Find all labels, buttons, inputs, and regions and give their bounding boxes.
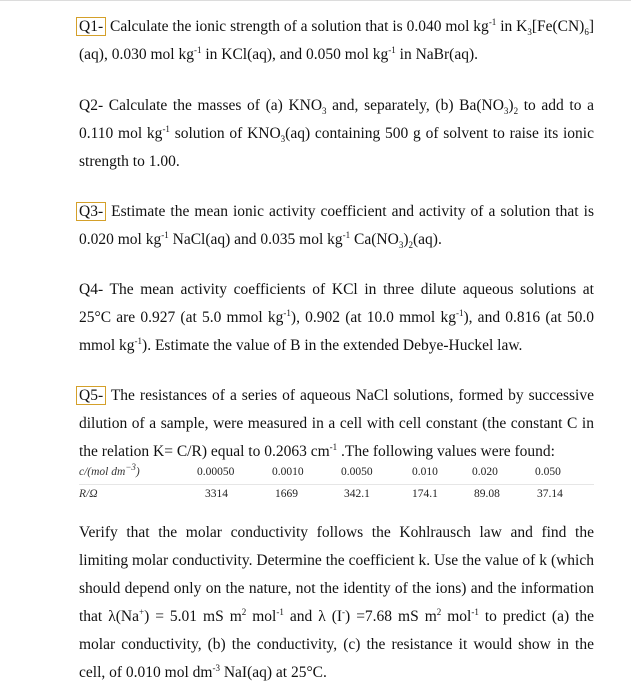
q5-exp-6: 2 bbox=[436, 606, 442, 617]
q5-body-1: Verify that the molar conductivity follows the Kohlrausch law and find the limiting molar conductivity. Determine the coefficient k. Use the value of k (which should depend only on the nature, not the identity of the ions) and the information that λ(Na bbox=[79, 524, 594, 625]
q3-sub-1: 3 bbox=[398, 240, 404, 251]
concentration-header-exp: −3 bbox=[125, 462, 136, 473]
q1-text-1: Calculate the ionic strength of a solution that is 0.040 mol kg bbox=[106, 18, 489, 35]
q5-exp-2: + bbox=[138, 606, 145, 617]
q1-exp-2: -1 bbox=[193, 44, 202, 55]
q5-body-5: ) =7.68 mS m bbox=[345, 608, 437, 625]
q4-text-2: ), 0.902 (at 10.0 mmol kg bbox=[290, 309, 456, 326]
question-1-label: Q1- bbox=[76, 17, 106, 36]
q5-exp-5: - bbox=[342, 606, 346, 617]
resistance-data-table bbox=[79, 463, 594, 507]
question-5-body-text bbox=[79, 519, 594, 687]
question-5-text bbox=[79, 382, 594, 466]
concentration-header bbox=[79, 462, 140, 478]
q3-exp-2: -1 bbox=[342, 229, 351, 240]
q2-sub-3: 2 bbox=[513, 106, 519, 117]
q3-text-1: Estimate the mean ionic activity coefficient and activity of a solution that is 0.020 mol kg bbox=[79, 203, 594, 248]
q2-sub-1: 3 bbox=[322, 106, 327, 117]
q4-exp-3: -1 bbox=[134, 335, 143, 346]
q1-text-5: in KCl(aq), and 0.050 mol kg bbox=[201, 46, 389, 63]
q1-text-2: in K bbox=[496, 18, 528, 35]
q3-exp-1: -1 bbox=[161, 229, 169, 240]
q2-sub-2: 3 bbox=[503, 106, 509, 117]
q5-exp-8: -3 bbox=[212, 662, 220, 673]
q5-body-3: mol bbox=[246, 608, 277, 625]
concentration-header-text: c/(mol dm bbox=[79, 466, 126, 478]
q4-text-1: The mean activity coefficients of KCl in three dilute aqueous solutions at 25°C are 0.927 (at 5.0 mmol kg bbox=[79, 281, 594, 326]
q2-text-2: and, separately, (b) Ba(NO bbox=[326, 97, 504, 114]
q4-text-3: ), and 0.816 (at 50.0 mmol kg bbox=[79, 309, 595, 354]
q5-exp-4: -1 bbox=[276, 606, 284, 617]
concentration-row bbox=[79, 463, 594, 485]
q3-text-5: (aq). bbox=[413, 231, 442, 248]
q5-exp-7: -1 bbox=[471, 606, 479, 617]
concentration-value: 0.0050 bbox=[341, 466, 373, 478]
q2-text-6: (aq) containing 500 g of solvent to raise its ionic strength to 1.00. bbox=[79, 125, 594, 170]
question-5-label: Q5- bbox=[76, 386, 106, 405]
q1-exp-1: -1 bbox=[488, 16, 497, 27]
concentration-value: 0.050 bbox=[535, 466, 561, 478]
question-5-body bbox=[79, 519, 594, 687]
concentration-value: 0.0010 bbox=[272, 466, 304, 478]
question-5-intro bbox=[79, 382, 594, 466]
q3-text-2: NaCl(aq) and 0.035 mol kg bbox=[168, 231, 343, 248]
q4-exp-2: -1 bbox=[455, 307, 464, 318]
resistance-row bbox=[79, 485, 594, 507]
q1-text-4: ](aq), 0.030 mol kg bbox=[79, 18, 595, 63]
q5-body-4: and λ (I bbox=[283, 608, 343, 625]
resistance-value: 3314 bbox=[205, 488, 228, 500]
q5-text-1: The resistances of a series of aqueous NaCl solutions, formed by successive dilution of a sample, were measured in a cell with cell constant (the constant C in the relation K= C/R) equal to 0.2063 cm bbox=[79, 387, 594, 460]
q1-text-6: in NaBr(aq). bbox=[395, 46, 479, 63]
question-2-label: Q2- bbox=[79, 97, 104, 114]
q2-sub-4: 3 bbox=[280, 134, 286, 145]
question-3-label: Q3- bbox=[76, 202, 106, 221]
question-4-label: Q4- bbox=[79, 281, 104, 298]
question-4-text bbox=[79, 276, 594, 360]
concentration-header-close: ) bbox=[135, 466, 140, 478]
q3-text-4: ) bbox=[403, 231, 409, 248]
q2-exp-1: -1 bbox=[162, 123, 170, 134]
q2-text-1: Calculate the masses of (a) KNO bbox=[103, 97, 323, 114]
q1-text-3: [Fe(CN) bbox=[531, 18, 585, 35]
question-2-text bbox=[79, 92, 594, 176]
q5-body-2: ) = 5.01 mS m bbox=[144, 608, 242, 625]
resistance-value: 174.1 bbox=[412, 488, 438, 500]
q5-exp-1: -1 bbox=[329, 441, 338, 452]
q5-body-8: NaI(aq) at 25°C. bbox=[219, 664, 327, 681]
q5-exp-3: 2 bbox=[241, 606, 247, 617]
resistance-header: R/Ω bbox=[79, 488, 98, 500]
q4-text-4: ). Estimate the value of B in the extended Debye-Huckel law. bbox=[142, 337, 523, 354]
q1-sub-1: 3 bbox=[527, 27, 532, 38]
question-3-text bbox=[79, 198, 594, 254]
question-1-text bbox=[79, 13, 594, 69]
question-2 bbox=[79, 92, 594, 176]
concentration-value: 0.020 bbox=[472, 466, 498, 478]
q5-text-2: .The following values were found: bbox=[337, 443, 555, 460]
question-4 bbox=[79, 276, 594, 360]
q3-sub-2: 2 bbox=[408, 240, 413, 251]
resistance-value: 37.14 bbox=[537, 488, 563, 500]
concentration-value: 0.010 bbox=[412, 466, 438, 478]
concentration-value: 0.00050 bbox=[197, 466, 235, 478]
q2-text-5: solution of KNO bbox=[169, 125, 281, 142]
resistance-value: 89.08 bbox=[474, 488, 500, 500]
q5-body-6: mol bbox=[441, 608, 472, 625]
q1-exp-3: -1 bbox=[388, 44, 396, 55]
question-1 bbox=[79, 13, 594, 69]
resistance-value: 342.1 bbox=[344, 488, 370, 500]
q2-text-4: to add to a 0.110 mol kg bbox=[79, 97, 594, 142]
question-3 bbox=[79, 198, 594, 254]
q4-exp-1: -1 bbox=[283, 307, 291, 318]
q5-body-7: to predict (a) the molar conductivity, (b) the conductivity, (c) the resistance it would show in the cell, of 0.010 mol dm bbox=[79, 608, 595, 681]
q1-sub-2: 6 bbox=[584, 27, 589, 38]
q3-text-3: Ca(NO bbox=[350, 231, 399, 248]
q2-text-3: ) bbox=[508, 97, 514, 114]
resistance-value: 1669 bbox=[275, 488, 298, 500]
